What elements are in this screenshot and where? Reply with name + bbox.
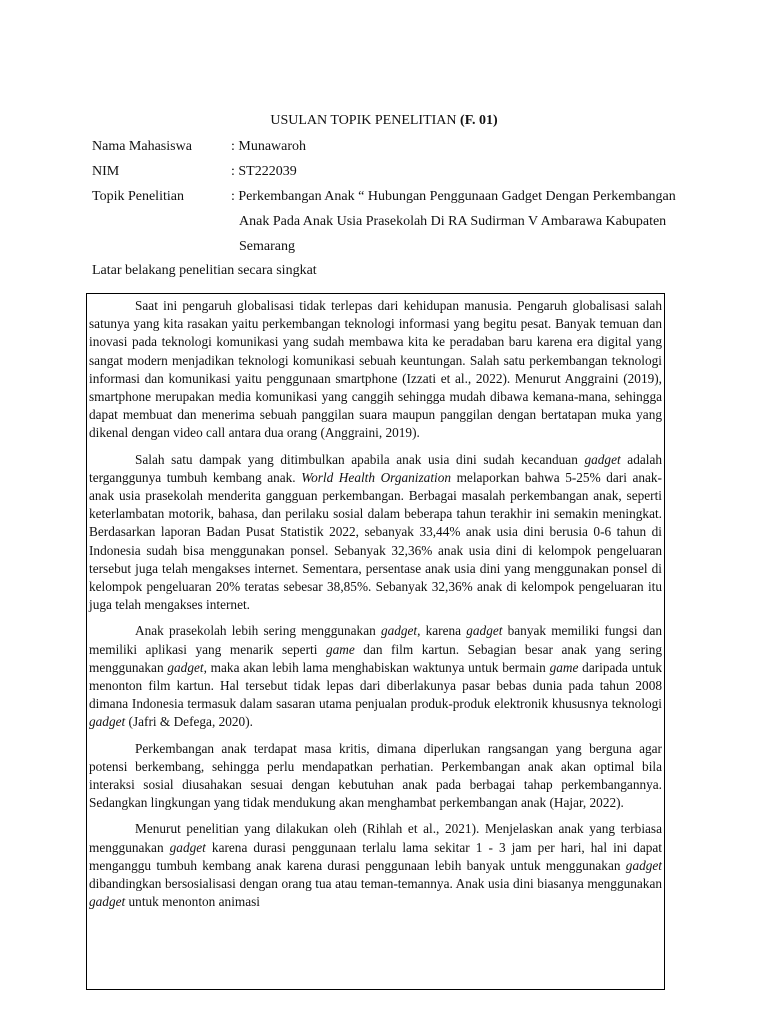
spacer <box>92 235 231 259</box>
italic-term: gadget <box>625 857 662 873</box>
italic-term: gadget <box>89 714 126 730</box>
text: Anak prasekolah lebih sering menggunakan <box>135 623 381 639</box>
italic-term: World Health Organization <box>301 469 452 485</box>
field-label: Nama Mahasiswa <box>92 139 192 154</box>
italic-term: gadget <box>89 894 126 910</box>
paragraph-5 <box>89 820 662 911</box>
paragraph-2 <box>89 451 662 615</box>
text: dan film kartun. Sebagian besar anak yang sering menggunakan <box>89 641 662 675</box>
paragraph-3 <box>89 622 662 731</box>
text: melaporkan bahwa 5-25% dari anak-anak usia prasekolah menderita gangguan perkembangan. Berbagai masalah perkembangan anak, seperti keterlambatan motorik, bahasa, dan perilaku sosial dalam beberapa tahun terakhir ini semakin meningkat. Berdasarkan laporan Badan Pusat Statistik 2022, sebanyak 33,44% anak usia dini berusia 0-6 tahun di Indonesia sudah bisa menggunakan ponsel. Sebanyak 32,36% anak usia dini di kelompok pengeluaran tersebut juga telah mengakses internet. Sementara, persentase anak usia dini yang menggunakan ponsel di kelompok pengeluaran 20% teratas sebesar 38,85%. Sebanyak 32,36% anak di kelompok pengeluaran itu juga telah mengakses internet. <box>89 469 662 613</box>
field-value: : ST222039 <box>231 164 297 179</box>
background-box <box>86 293 665 990</box>
text: daripada untuk menonton film kartun. Hal tersebut tidak lepas dari diberlakunya pasar bebas dunia pada tahun 2008 dimana Indonesia termasuk dalam sasaran utama penjualan produk-produk elektronik khususnya teknologi <box>89 659 663 712</box>
italic-term: gadget <box>584 451 621 467</box>
field-value-cont: Semarang <box>239 239 295 254</box>
field-nim <box>92 160 739 184</box>
text: banyak memiliki fungsi dan memiliki aplikasi yang menarik seperti <box>89 623 662 657</box>
italic-term: gadget <box>167 659 204 675</box>
document-title <box>0 113 768 129</box>
text: Menurut penelitian yang dilakukan oleh (Rihlah et al., 2021). Menjelaskan anak yang terbiasa menggunakan <box>89 821 662 855</box>
form-code: (F. 01) <box>460 113 498 128</box>
italic-term: game <box>549 659 579 675</box>
field-label: NIM <box>92 164 120 179</box>
text: , maka akan lebih lama menghabiskan waktunya untuk bermain <box>203 659 550 675</box>
paragraph-1: Saat ini pengaruh globalisasi tidak terlepas dari kehidupan manusia. Pengaruh globalisasi salah satunya yang kita rasakan yaitu perkembangan teknologi informasi yang begitu pesat. Banyak temuan dan inovasi pada teknologi komunikasi yang sudah membawa kita ke peradaban baru karena era digital yang sangat modern menjadikan teknologi komunikasi sebuah keuntungan. Salah satu perkembangan teknologi informasi dan komunikasi yaitu penggunaan smartphone (Izzati et al., 2022). Menurut Anggraini (2019), smartphone merupakan media komunikasi yang canggih sehingga mudah dibawa kemana-mana, sehingga dapat membuat dan menerima sebuah panggilan suara maupun panggilan dengan bertatapan muka yang dikenal dengan video call antara dua orang (Anggraini, 2019). <box>89 298 662 441</box>
field-label: Topik Penelitian <box>92 189 184 204</box>
title-text: USULAN TOPIK PENELITIAN <box>270 113 461 128</box>
italic-term: gadget <box>169 839 206 855</box>
field-name <box>92 135 739 159</box>
field-topic-cont2 <box>92 235 739 259</box>
paragraph-4: Perkembangan anak terdapat masa kritis, dimana diperlukan rangsangan yang berguna agar potensi berkembang, sehingga perlu mendapatkan perhatian. Perkembangan anak akan optimal bila interaksi sosial diusahakan sesuai dengan kebutuhan anak pada berbagai tahap perkembangannya. Sedangkan lingkungan yang tidak mendukung akan menghambat perkembangan anak (Hajar, 2022). <box>89 740 662 811</box>
text: untuk menonton animasi <box>125 894 261 910</box>
field-value-cont: Anak Pada Anak Usia Prasekolah Di RA Sudirman V Ambarawa Kabupaten <box>239 214 667 229</box>
field-value: : Perkembangan Anak “ Hubungan Penggunaan Gadget Dengan Perkembangan <box>231 189 676 204</box>
student-info <box>92 135 739 259</box>
field-value: : Munawaroh <box>231 139 307 154</box>
text: karena durasi penggunaan terlalu lama sekitar 1 - 3 jam per hari, hal ini dapat menganggu tumbuh kembang anak karena durasi penggunaan lebih banyak untuk menggunakan <box>89 839 662 873</box>
field-topic-cont <box>92 210 739 234</box>
spacer <box>92 210 231 234</box>
italic-term: game <box>325 641 355 657</box>
section-label: Latar belakang penelitian secara singkat <box>92 263 317 278</box>
field-topic <box>92 185 739 209</box>
text: adalah terganggunya tumbuh kembang anak. <box>89 451 662 485</box>
text: (Jafri & Defega, 2020). <box>125 714 253 730</box>
text: , karena <box>417 623 467 639</box>
italic-term: gadget <box>466 623 503 639</box>
text: Salah satu dampak yang ditimbulkan apabila anak usia dini sudah kecanduan <box>135 451 585 467</box>
text: dibandingkan bersosialisasi dengan orang tua atau teman-temannya. Anak usia dini biasanya menggunakan <box>89 876 662 892</box>
italic-term: gadget <box>380 623 418 639</box>
